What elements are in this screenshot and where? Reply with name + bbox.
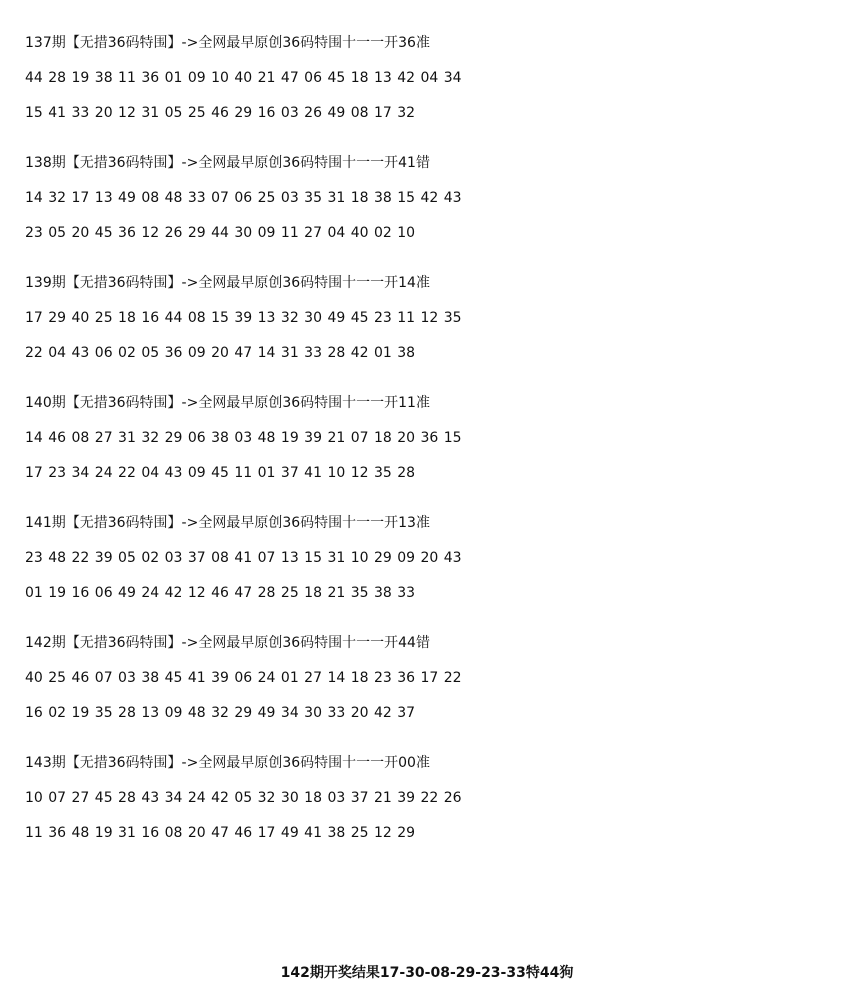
- record-138: [25, 146, 835, 251]
- record-141: [25, 506, 835, 611]
- record-header: 137期【无措36码特围】->全网最早原创36码特围十一一开36准: [25, 35, 430, 51]
- record-numbers-line: 16 02 19 35 28 13 09 48 32 29 49 34 30 33 20 42 37: [25, 705, 416, 721]
- record-numbers-line: 14 46 08 27 31 32 29 06 38 03 48 19 39 21 07 18 20 36 15: [25, 430, 462, 446]
- record-numbers-line: 15 41 33 20 12 31 05 25 46 29 16 03 26 49 08 17 32: [25, 105, 416, 121]
- record-header: 140期【无措36码特围】->全网最早原创36码特围十一一开11准: [25, 395, 430, 411]
- record-numbers-line: 44 28 19 38 11 36 01 09 10 40 21 47 06 45 18 13 42 04 34: [25, 70, 462, 86]
- record-numbers-line: 23 48 22 39 05 02 03 37 08 41 07 13 15 31 10 29 09 20 43: [25, 550, 462, 566]
- record-143: [25, 746, 835, 851]
- record-numbers-line: 22 04 43 06 02 05 36 09 20 47 14 31 33 28 42 01 38: [25, 345, 416, 361]
- record-numbers-line: 01 19 16 06 49 24 42 12 46 47 28 25 18 21 35 38 33: [25, 585, 416, 601]
- record-numbers-line: 14 32 17 13 49 08 48 33 07 06 25 03 35 31 18 38 15 42 43: [25, 190, 462, 206]
- record-list: [25, 26, 835, 866]
- record-header: 139期【无措36码特围】->全网最早原创36码特围十一一开14准: [25, 275, 430, 291]
- record-header: 142期【无措36码特围】->全网最早原创36码特围十一一开44错: [25, 635, 430, 651]
- record-numbers-line: 17 29 40 25 18 16 44 08 15 39 13 32 30 49 45 23 11 12 35: [25, 310, 462, 326]
- record-header: 143期【无措36码特围】->全网最早原创36码特围十一一开00准: [25, 755, 430, 771]
- record-numbers-line: 23 05 20 45 36 12 26 29 44 30 09 11 27 04 40 02 10: [25, 225, 416, 241]
- record-header: 141期【无措36码特围】->全网最早原创36码特围十一一开13准: [25, 515, 430, 531]
- record-numbers-line: 10 07 27 45 28 43 34 24 42 05 32 30 18 03 37 21 39 22 26: [25, 790, 462, 806]
- record-142: [25, 626, 835, 731]
- draw-result-banner: 142期开奖结果17-30-08-29-23-33特44狗: [280, 965, 574, 981]
- record-numbers-line: 17 23 34 24 22 04 43 09 45 11 01 37 41 10 12 35 28: [25, 465, 416, 481]
- record-140: [25, 386, 835, 491]
- record-137: [25, 26, 835, 131]
- record-header: 138期【无措36码特围】->全网最早原创36码特围十一一开41错: [25, 155, 430, 171]
- record-numbers-line: 40 25 46 07 03 38 45 41 39 06 24 01 27 14 18 23 36 17 22: [25, 670, 462, 686]
- record-numbers-line: 11 36 48 19 31 16 08 20 47 46 17 49 41 38 25 12 29: [25, 825, 416, 841]
- record-139: [25, 266, 835, 371]
